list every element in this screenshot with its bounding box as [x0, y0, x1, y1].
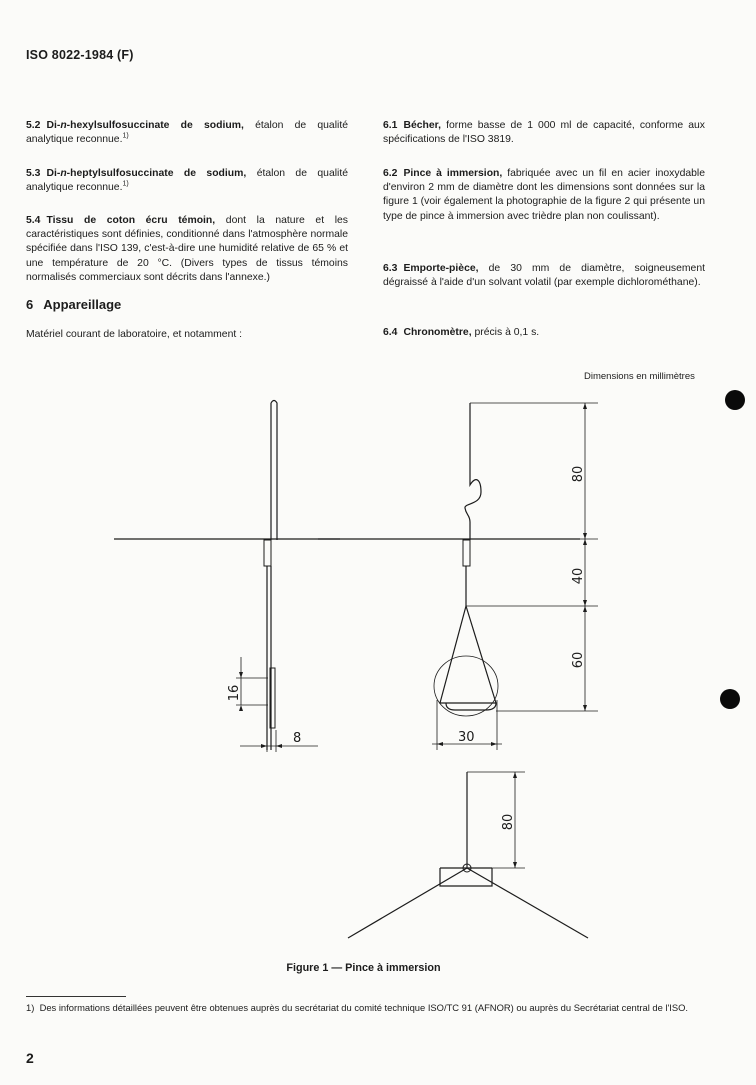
clause-6-2: 6.2 Pince à immersion, fabriquée avec un fil en acier inoxydable d'environ 2 mm de diamètre dont les dimensions sont données sur la figure 1 (voir également la photographie de la figure 2 qui présente un type de pince à immersion avec trièdre plan non coulissant). [383, 168, 705, 222]
dim-label: 16 [227, 684, 242, 702]
footnote-divider [26, 996, 126, 997]
dimension-note: Dimensions en millimètres [584, 371, 695, 382]
section-6-intro: Matériel courant de laboratoire, et notamment : [26, 329, 243, 340]
plan-view [348, 772, 588, 938]
clause-6-3: 6.3 Emporte-pièce, de 30 mm de diamètre, soigneusement dégraissé à l'aide d'un solvant volatil (par exemple dichlorométhane). [383, 263, 706, 289]
clause-6-1: 6.1 Bécher, forme basse de 1 000 ml de capacité, conforme aux spécifications de l'ISO 3819. [383, 120, 705, 146]
dim-label: 30 [458, 730, 475, 745]
clause-5-2: 5.2 Di-n-hexylsulfosuccinate de sodium, étalon de qualité analytique reconnue.$^{1)}$ [26, 120, 348, 146]
dim-label: 60 [571, 651, 586, 669]
document-header: ISO 8022-1984 (F) [26, 48, 134, 62]
footnote: 1) Des informations détaillées peuvent être obtenues auprès du secrétariat du comité technique ISO/TC 91 (AFNOR) ou auprès du Secrétariat central de l'ISO. [26, 1002, 689, 1013]
clause-6-4: 6.4 Chronomètre, précis à 0,1 s. [383, 327, 540, 338]
front-view [318, 403, 598, 750]
dim-label: 80 [571, 465, 586, 483]
section-heading-6: 6 Appareillage [26, 297, 122, 312]
dim-label: 8 [293, 731, 302, 746]
clause-5-3: 5.3 Di-n-heptylsulfosuccinate de sodium, étalon de qualité analytique reconnue.$^{1)}$ [26, 168, 349, 194]
dim-label: 80 [501, 813, 516, 831]
page-number: 2 [26, 1050, 34, 1066]
clause-5-4: 5.4 Tissu de coton écru témoin, dont la nature et les caractéristiques sont définies, conditionné dans l'atmosphère normale spécifiée dans l'ISO 139, c'est-à-dire une humidité relative de 65 % et une température de 20 °C. (Divers types de tissus témoins normalisés commerciaux sont décrits dans l'annexe.) [26, 215, 348, 283]
figure-caption: Figure 1 — Pince à immersion [286, 962, 441, 974]
dim-label: 40 [571, 567, 586, 585]
